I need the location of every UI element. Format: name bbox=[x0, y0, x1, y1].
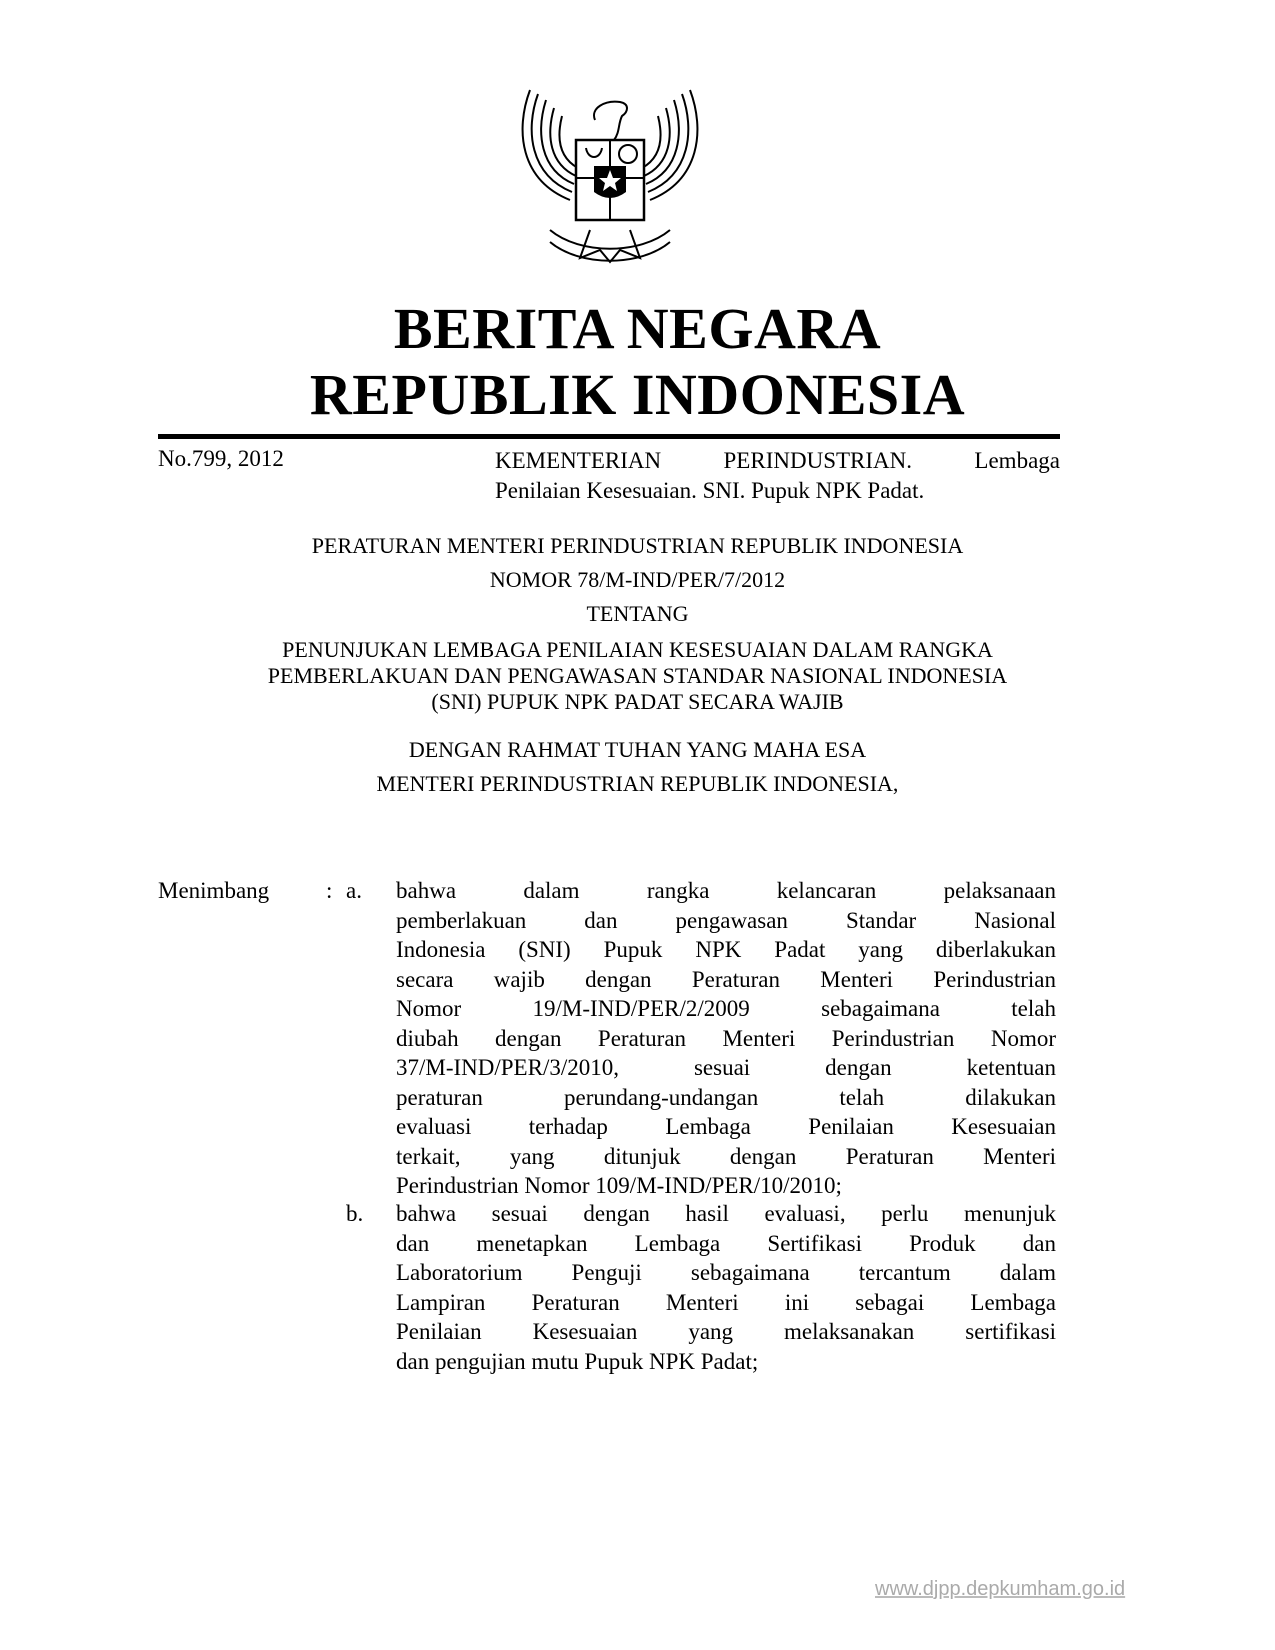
text-line: secara wajib dengan Peraturan Menteri Perindustrian bbox=[396, 966, 1056, 992]
text-line: Laboratorium Penguji sebagaimana tercantum dalam bbox=[396, 1260, 1056, 1285]
regulation-subject-line: PEMBERLAKUAN DAN PENGAWASAN STANDAR NASIONAL INDONESIA bbox=[267, 663, 1008, 688]
text-line: Indonesia (SNI) Pupuk NPK Padat yang diberlakukan bbox=[396, 937, 1056, 962]
gazette-category-line1: KEMENTERIAN PERINDUSTRIAN. Lembaga bbox=[495, 448, 1060, 473]
text-line: diubah dengan Peraturan Menteri Perindustrian Nomor bbox=[396, 1025, 1056, 1051]
footer-website-link[interactable]: www.djpp.depkumham.go.id bbox=[875, 1578, 1126, 1600]
text-line: 37/M-IND/PER/3/2010, sesuai dengan ketentuan bbox=[396, 1055, 1056, 1080]
menimbang-item-b bbox=[396, 1199, 1056, 1376]
item-letter: b. bbox=[346, 1201, 364, 1226]
text-line: Lampiran Peraturan Menteri ini sebagai Lembaga bbox=[396, 1289, 1056, 1315]
menimbang-label: Menimbang bbox=[158, 878, 270, 903]
text-line: dan pengujian mutu Pupuk NPK Padat; bbox=[396, 1348, 759, 1374]
text-line: peraturan perundang-undangan telah dilakukan bbox=[396, 1084, 1056, 1110]
gazette-number: No.799, 2012 bbox=[158, 446, 284, 471]
text-line: pemberlakuan dan pengawasan Standar Nasional bbox=[396, 907, 1056, 933]
issuer-line: MENTERI PERINDUSTRIAN REPUBLIK INDONESIA, bbox=[376, 771, 899, 796]
menimbang-item-a bbox=[396, 876, 1056, 1201]
text-line: Penilaian Kesesuaian yang melaksanakan sertifikasi bbox=[396, 1319, 1056, 1344]
gazette-category-line2: Penilaian Kesesuaian. SNI. Pupuk NPK Padat. bbox=[495, 478, 925, 503]
masthead-subtitle: REPUBLIK INDONESIA bbox=[309, 362, 966, 427]
text-line: Nomor 19/M-IND/PER/2/2009 sebagaimana telah bbox=[396, 996, 1056, 1021]
text-line: bahwa dalam rangka kelancaran pelaksanaan bbox=[396, 878, 1056, 903]
opening-phrase: DENGAN RAHMAT TUHAN YANG MAHA ESA bbox=[408, 737, 867, 762]
header-rule bbox=[158, 434, 1060, 439]
regulation-subject-line: (SNI) PUPUK NPK PADAT SECARA WAJIB bbox=[431, 689, 844, 714]
text-line: bahwa sesuai dengan hasil evaluasi, perlu menunjuk bbox=[396, 1201, 1056, 1226]
text-line: dan menetapkan Lembaga Sertifikasi Produk dan bbox=[396, 1230, 1056, 1256]
regulation-title: PERATURAN MENTERI PERINDUSTRIAN REPUBLIK INDONESIA bbox=[311, 533, 964, 558]
text-line: terkait, yang ditunjuk dengan Peraturan Menteri bbox=[396, 1143, 1056, 1169]
text-line: evaluasi terhadap Lembaga Penilaian Kesesuaian bbox=[396, 1114, 1056, 1139]
menimbang-colon: : bbox=[326, 878, 333, 903]
tentang-label: TENTANG bbox=[586, 601, 689, 626]
item-letter: a. bbox=[346, 878, 362, 903]
garuda-emblem-icon bbox=[510, 80, 710, 270]
regulation-subject-line: PENUNJUKAN LEMBAGA PENILAIAN KESESUAIAN DALAM RANGKA bbox=[282, 637, 993, 662]
masthead-title: BERITA NEGARA bbox=[393, 296, 882, 361]
regulation-number: NOMOR 78/M-IND/PER/7/2012 bbox=[489, 567, 786, 592]
text-line: Perindustrian Nomor 109/M-IND/PER/10/2010; bbox=[396, 1173, 842, 1198]
